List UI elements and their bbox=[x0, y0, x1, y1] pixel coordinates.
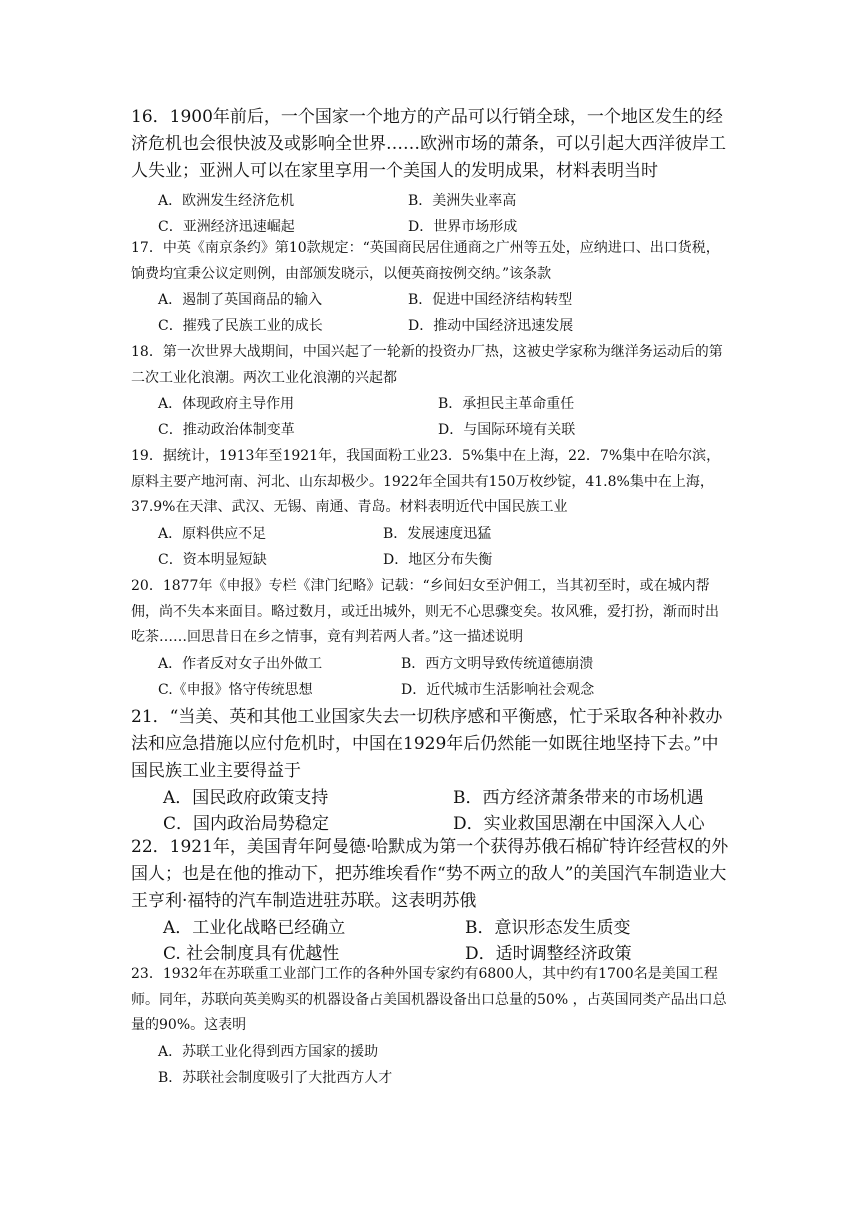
options bbox=[163, 915, 731, 967]
option-b[interactable]: B．承担民主革命重任 bbox=[438, 396, 575, 412]
options bbox=[158, 521, 731, 573]
option-a[interactable]: A．国民政府政策支持 bbox=[163, 788, 329, 808]
question-stem: 21．“当美、英和其他工业国家失去一切秩序感和平衡感，忙于采取各种补救办法和应急措施以应付危机时，中国在1929年后仍然能一如既往地坚持下去。”中国民族工业主要得益于 bbox=[131, 707, 723, 781]
question-17 bbox=[131, 236, 731, 339]
option-a[interactable]: A．欧洲发生经济危机 bbox=[158, 193, 295, 209]
option-b[interactable]: B．意识形态发生质变 bbox=[465, 918, 631, 938]
option-a[interactable]: A．作者反对女子出外做工 bbox=[158, 655, 323, 672]
option-c[interactable]: C．推动政治体制变革 bbox=[158, 422, 295, 438]
question-20 bbox=[131, 574, 731, 703]
option-b[interactable]: B．促进中国经济结构转型 bbox=[408, 292, 573, 308]
option-b[interactable]: B．发展速度迅猛 bbox=[383, 525, 492, 542]
options bbox=[163, 785, 731, 837]
question-stem: 17．中英《南京条约》第10款规定：“英国商民居住通商之广州等五处，应纳进口、出口货税，饷费均宜秉公议定则例，由部颁发晓示，以便英商按例交纳。”该条款 bbox=[131, 240, 720, 282]
question-23 bbox=[131, 962, 731, 1091]
option-d[interactable]: D．近代城市生活影响社会观念 bbox=[401, 681, 595, 698]
question-22 bbox=[131, 834, 731, 967]
options bbox=[158, 287, 731, 339]
question-18 bbox=[131, 340, 731, 443]
option-d[interactable]: D．与国际环境有关联 bbox=[438, 422, 576, 438]
option-a[interactable]: A．工业化战略已经确立 bbox=[163, 918, 346, 938]
option-c[interactable]: C. 社会制度具有优越性 bbox=[163, 944, 340, 964]
option-b[interactable]: B．美洲失业率高 bbox=[408, 193, 517, 209]
question-stem: 20．1877年《申报》专栏《津门纪略》记载：“乡间妇女至沪佣工，当其初至时，或在城内帮佣，尚不失本来面目。略过数月，或迁出城外，则无不心思骤变矣。妆风雅，爱打扮，渐而时出吃茶……回思昔日在乡之情事，竟有判若两人者。”这一描述说明 bbox=[131, 578, 719, 645]
question-stem: 16．1900年前后，一个国家一个地方的产品可以行销全球，一个地区发生的经济危机也会很快波及或影响全世界……欧洲市场的萧条，可以引起大西洋彼岸工人失业；亚洲人可以在家里享用一个美国人的发明成果，材料表明当时 bbox=[131, 107, 726, 181]
option-c[interactable]: C．摧残了民族工业的成长 bbox=[158, 318, 323, 334]
options bbox=[158, 651, 731, 703]
option-a[interactable]: A．苏联工业化得到西方国家的援助 bbox=[158, 1043, 379, 1060]
option-b[interactable]: B．西方文明导致传统道德崩溃 bbox=[401, 655, 594, 672]
option-b[interactable]: B．苏联社会制度吸引了大批西方人才 bbox=[158, 1069, 393, 1086]
option-a[interactable]: A．体现政府主导作用 bbox=[158, 396, 295, 412]
question-stem: 22．1921年，美国青年阿曼德·哈默成为第一个获得苏俄石棉矿特许经营权的外国人；也是在他的推动下，把苏维埃看作“势不两立的敌人”的美国汽车制造业大王亨利·福特的汽车制造进驻苏联。这表明苏俄 bbox=[131, 837, 729, 911]
options bbox=[158, 1039, 731, 1091]
question-stem: 18．第一次世界大战期间，中国兴起了一轮新的投资办厂热，这被史学家称为继洋务运动后的第二次工业化浪潮。两次工业化浪潮的兴起都 bbox=[131, 344, 723, 386]
option-d[interactable]: D．世界市场形成 bbox=[408, 219, 518, 235]
question-16 bbox=[131, 104, 731, 240]
question-stem: 23．1932年在苏联重工业部门工作的各种外国专家约有6800人，其中约有1700名是美国工程师。同年，苏联向英美购买的机器设备占美国机器设备出口总量的50% ，占英国同类产品出口总量的90%。这表明 bbox=[131, 966, 727, 1033]
option-c[interactable]: C.《申报》恪守传统思想 bbox=[158, 681, 313, 698]
option-a[interactable]: A．原料供应不足 bbox=[158, 525, 267, 542]
question-stem: 19．据统计，1913年至1921年，我国面粉工业23．5%集中在上海，22．7%集中在哈尔滨，原料主要产地河南、河北、山东却极少。1922年全国共有150万枚纱锭，41.8%集中在上海，37.9%在天津、武汉、无锡、南通、青岛。材料表明近代中国民族工业 bbox=[131, 448, 721, 515]
question-21 bbox=[131, 704, 731, 837]
option-c[interactable]: C．资本明显短缺 bbox=[158, 551, 267, 568]
option-c[interactable]: C．国内政治局势稳定 bbox=[163, 814, 330, 834]
option-d[interactable]: D．地区分布失衡 bbox=[383, 551, 493, 568]
option-c[interactable]: C．亚洲经济迅速崛起 bbox=[158, 219, 295, 235]
options bbox=[158, 188, 731, 240]
option-d[interactable]: D．适时调整经济政策 bbox=[465, 944, 632, 964]
option-b[interactable]: B．西方经济萧条带来的市场机遇 bbox=[453, 788, 704, 808]
options bbox=[158, 391, 731, 443]
option-a[interactable]: A．遏制了英国商品的输入 bbox=[158, 292, 323, 308]
option-d[interactable]: D．推动中国经济迅速发展 bbox=[408, 318, 574, 334]
option-d[interactable]: D．实业救国思潮在中国深入人心 bbox=[453, 814, 705, 834]
question-19 bbox=[131, 444, 731, 573]
